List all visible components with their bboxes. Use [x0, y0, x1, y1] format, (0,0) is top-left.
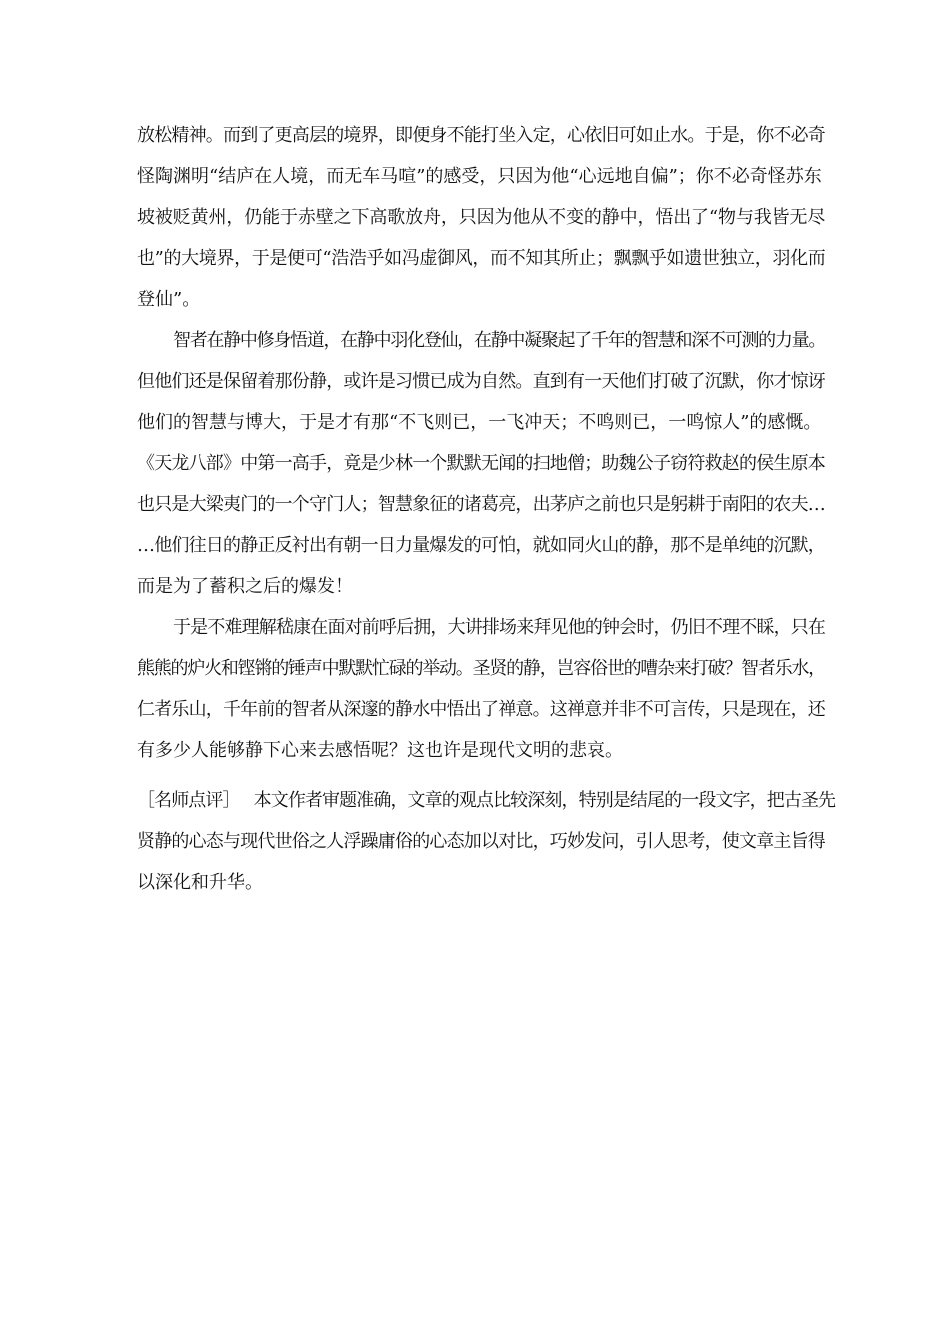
article-line: 怪陶渊明“结庐在人境，而无车马喧”的感受，只因为他“心远地自偏”；你不必奇怪苏东	[137, 166, 822, 187]
comment-line: 以深化和升华。	[137, 872, 263, 893]
comment-label: ［名师点评］	[137, 790, 240, 811]
article-line: 于是不难理解嵇康在面对前呼后拥，大讲排场来拜见他的钟会时，仍旧不理不睬，只在	[173, 617, 826, 638]
article-line: …他们往日的静正反衬出有朝一日力量爆发的可怕，就如同火山的静，那不是单纯的沉默，	[137, 535, 825, 556]
article-line: 登仙”。	[137, 289, 201, 310]
article-line: 有多少人能够静下心来去感悟呢？这也许是现代文明的悲哀。	[137, 740, 623, 761]
comment-line: 贤静的心态与现代世俗之人浮躁庸俗的心态加以对比，巧妙发问，引人思考，使文章主旨得	[137, 831, 825, 852]
article-line: 坡被贬黄州，仍能于赤壁之下高歌放舟，只因为他从不变的静中，悟出了“物与我皆无尽	[137, 207, 826, 228]
article-line: 熊熊的炉火和铿锵的锤声中默默忙碌的举动。圣贤的静，岂容俗世的嘈杂来打破？智者乐水，	[137, 658, 825, 679]
article-line: 也只是大梁夷门的一个守门人；智慧象征的诸葛亮，出茅庐之前也只是躬耕于南阳的农夫…	[137, 494, 825, 515]
article-line: 放松精神。而到了更高层的境界，即便身不能打坐入定，心依旧可如止水。于是，你不必奇	[137, 125, 825, 146]
article-line: 也”的大境界，于是便可“浩浩乎如冯虚御风，而不知其所止；飘飘乎如遗世独立，羽化而	[137, 248, 826, 269]
comment-text: 本文作者审题准确，文章的观点比较深刻，特别是结尾的一段文字，把古圣先	[253, 790, 836, 811]
article-line: 《天龙八部》中第一高手，竟是少林一个默默无闻的扫地僧；助魏公子窃符救赵的侯生原本	[137, 453, 825, 474]
article-line: 仁者乐山，千年前的智者从深邃的静水中悟出了禅意。这禅意并非不可言传，只是现在，还	[137, 699, 825, 720]
article-line: 智者在静中修身悟道，在静中羽化登仙，在静中凝聚起了千年的智慧和深不可测的力量。	[173, 330, 826, 351]
comment-line	[137, 780, 835, 821]
article-line: 他们的智慧与博大，于是才有那“不飞则已，一飞冲天；不鸣则已，一鸣惊人”的感慨。	[137, 412, 822, 433]
article-line: 但他们还是保留着那份静，或许是习惯已成为自然。直到有一天他们打破了沉默，你才惊讶	[137, 371, 825, 392]
article-line: 而是为了蓄积之后的爆发！	[137, 576, 353, 597]
